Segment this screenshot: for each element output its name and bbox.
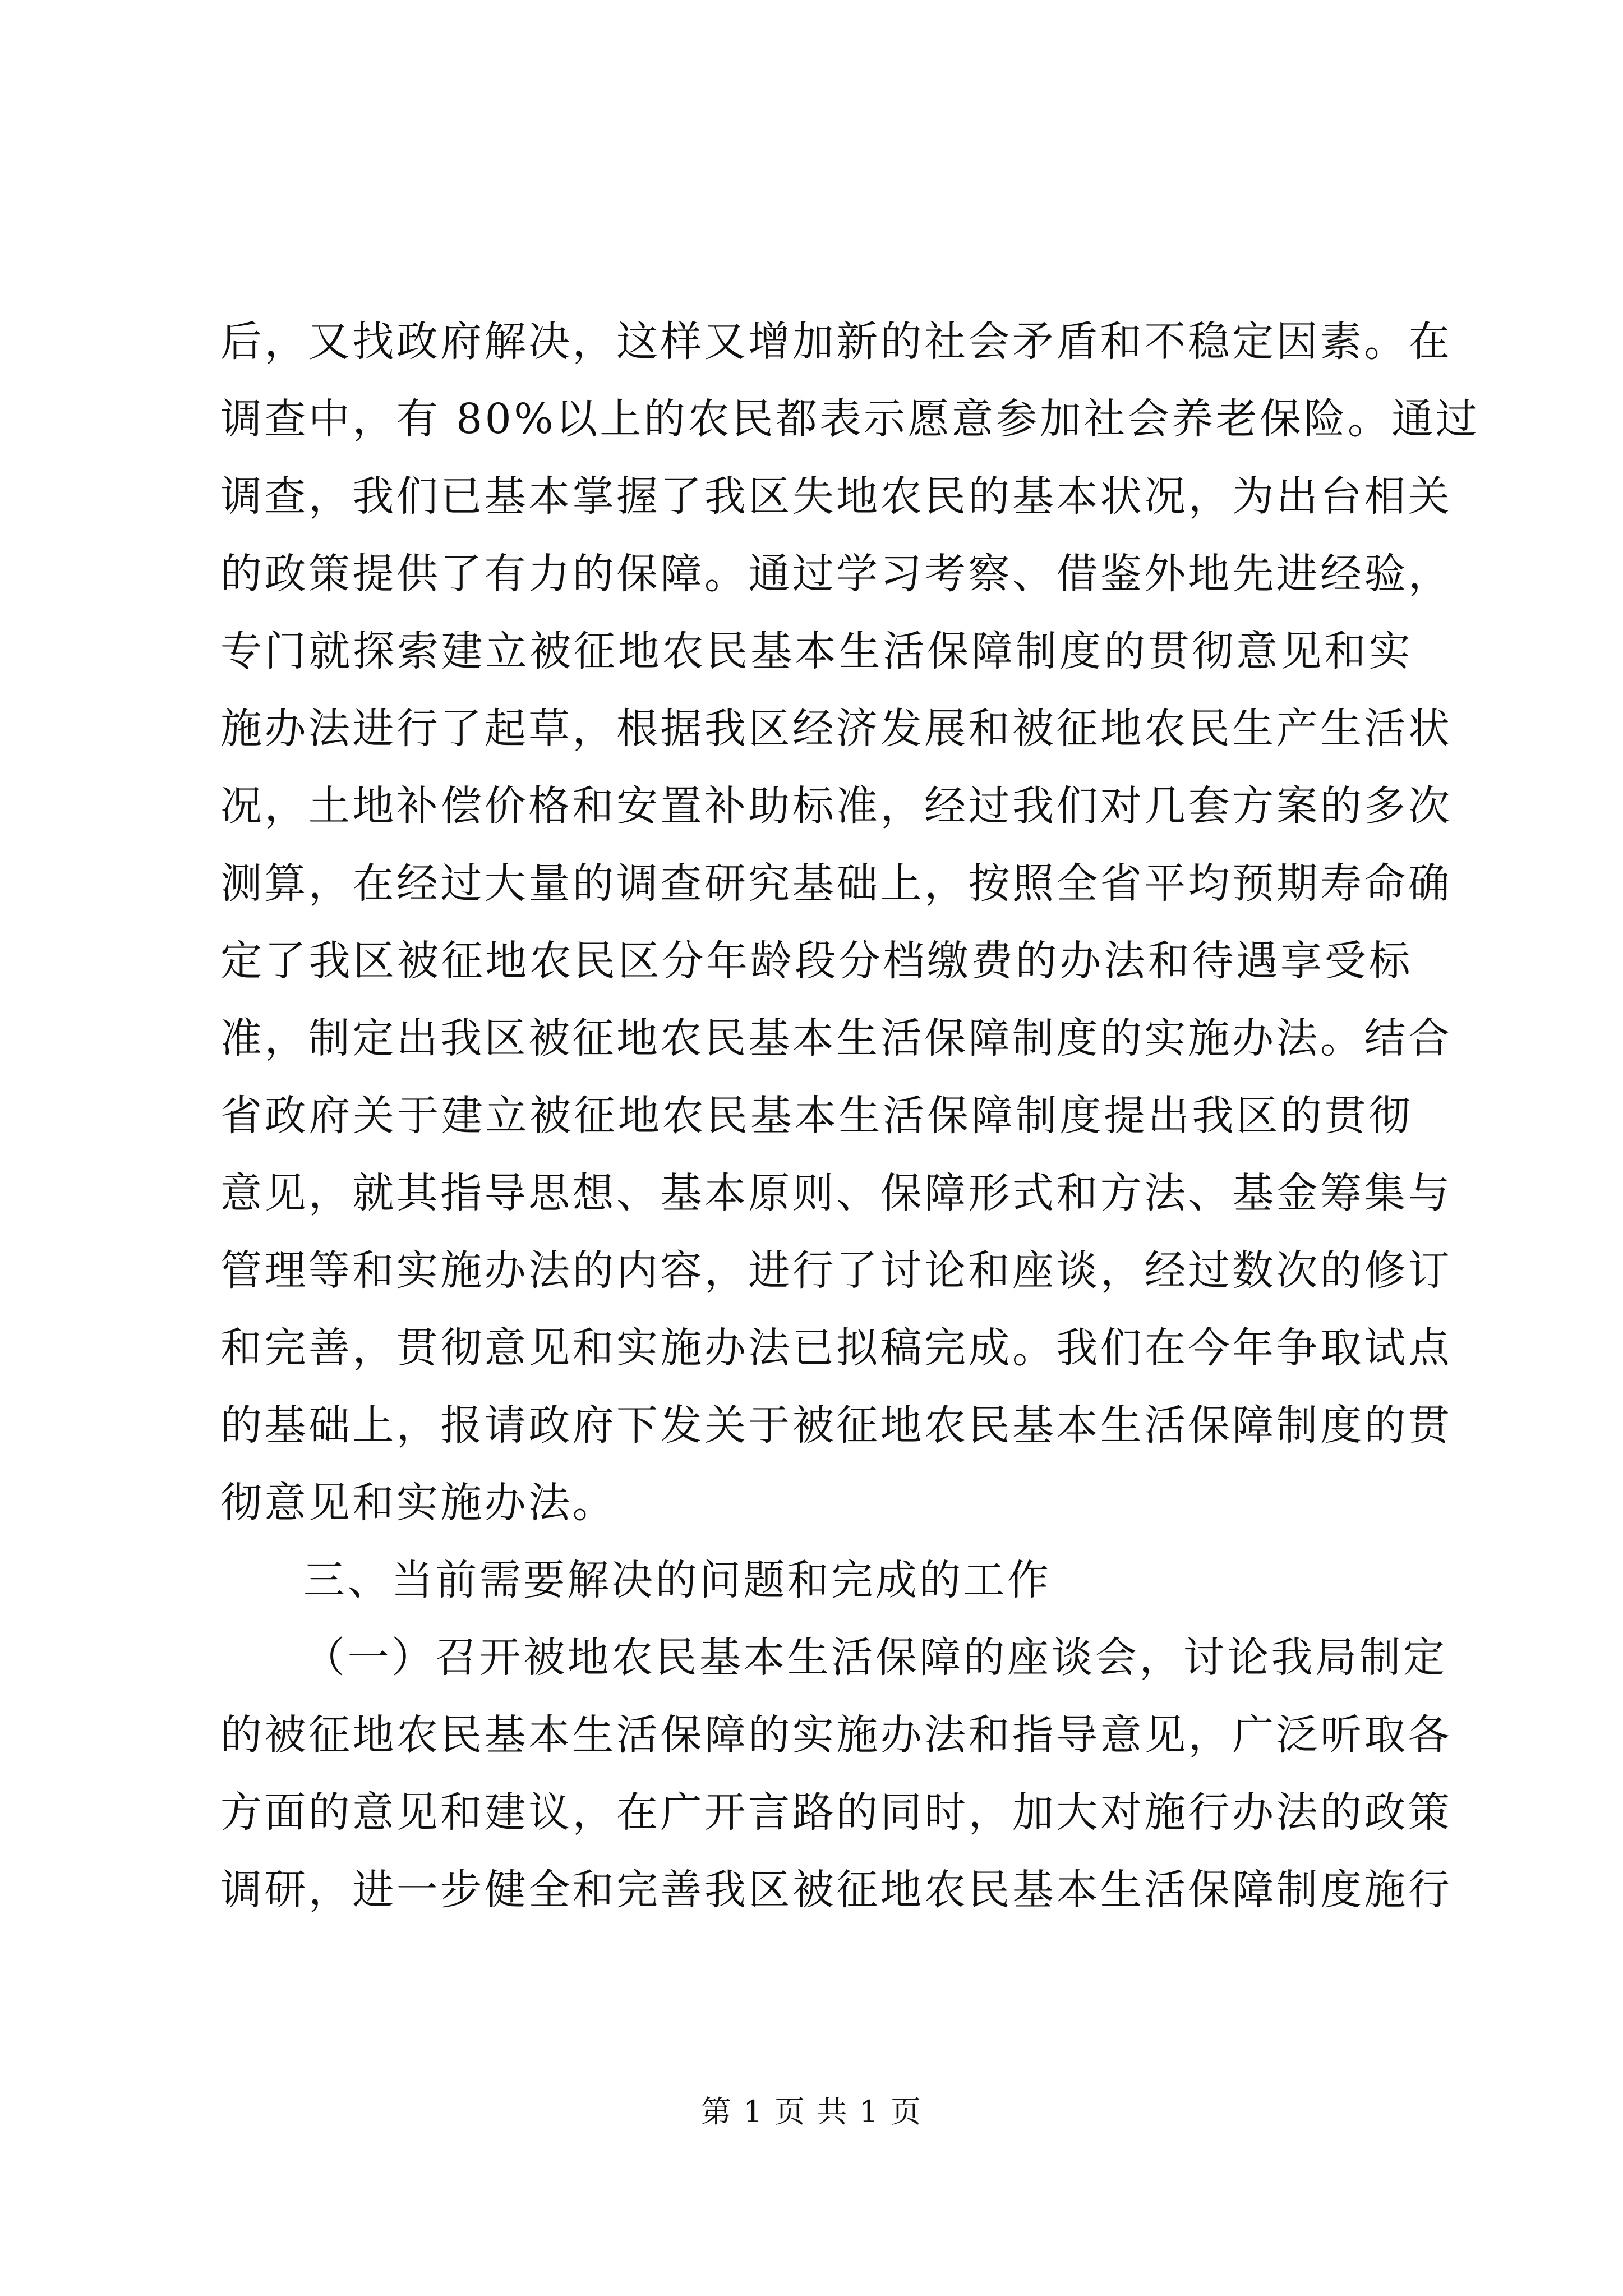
document-body — [220, 303, 1480, 1929]
text-line: 调查，我们已基本掌握了我区失地农民的基本状况，为出台相关 — [220, 472, 1453, 521]
text-line: 后，又找政府解决，这样又增加新的社会矛盾和不稳定因素。在 — [220, 318, 1453, 366]
text-line: 彻意见和实施办法。 — [220, 1479, 616, 1527]
text-line: 省政府关于建立被征地农民基本生活保障制度提出我区的贯彻 — [220, 1092, 1413, 1140]
text-line: 调查中，有 80%以上的农民都表示愿意参加社会养老保险。通过 — [220, 395, 1480, 443]
text-line: 方面的意见和建议，在广开言路的同时，加大对施行办法的政策 — [220, 1788, 1453, 1837]
text-line: 的被征地农民基本生活保障的实施办法和指导意见，广泛听取各 — [220, 1711, 1453, 1759]
text-line: 测算，在经过大量的调查研究基础上，按照全省平均预期寿命确 — [220, 859, 1453, 908]
text-line: 调研，进一步健全和完善我区被征地农民基本生活保障制度施行 — [220, 1866, 1453, 1914]
page-number-footer: 第 1 页 共 1 页 — [700, 2094, 923, 2129]
section-heading: 三、当前需要解决的问题和完成的工作 — [303, 1556, 1052, 1604]
text-line: 意见，就其指导思想、基本原则、保障形式和方法、基金筹集与 — [220, 1169, 1453, 1217]
text-line: 专门就探索建立被征地农民基本生活保障制度的贯彻意见和实 — [220, 627, 1413, 675]
text-line: 况，土地补偿价格和安置补助标准，经过我们对几套方案的多次 — [220, 782, 1453, 830]
text-line: 准，制定出我区被征地农民基本生活保障制度的实施办法。结合 — [220, 1014, 1453, 1062]
text-line: 定了我区被征地农民区分年龄段分档缴费的办法和待遇享受标 — [220, 937, 1413, 985]
text-line: 和完善，贯彻意见和实施办法已拟稿完成。我们在今年争取试点 — [220, 1324, 1453, 1372]
text-line: 管理等和实施办法的内容，进行了讨论和座谈，经过数次的修订 — [220, 1246, 1453, 1295]
text-line: 的政策提供了有力的保障。通过学习考察、借鉴外地先进经验， — [220, 550, 1453, 598]
text-line: （一）召开被地农民基本生活保障的座谈会，讨论我局制定 — [303, 1634, 1447, 1682]
text-line: 的基础上，报请政府下发关于被征地农民基本生活保障制度的贯 — [220, 1401, 1453, 1450]
text-line: 施办法进行了起草，根据我区经济发展和被征地农民生产生活状 — [220, 705, 1453, 753]
